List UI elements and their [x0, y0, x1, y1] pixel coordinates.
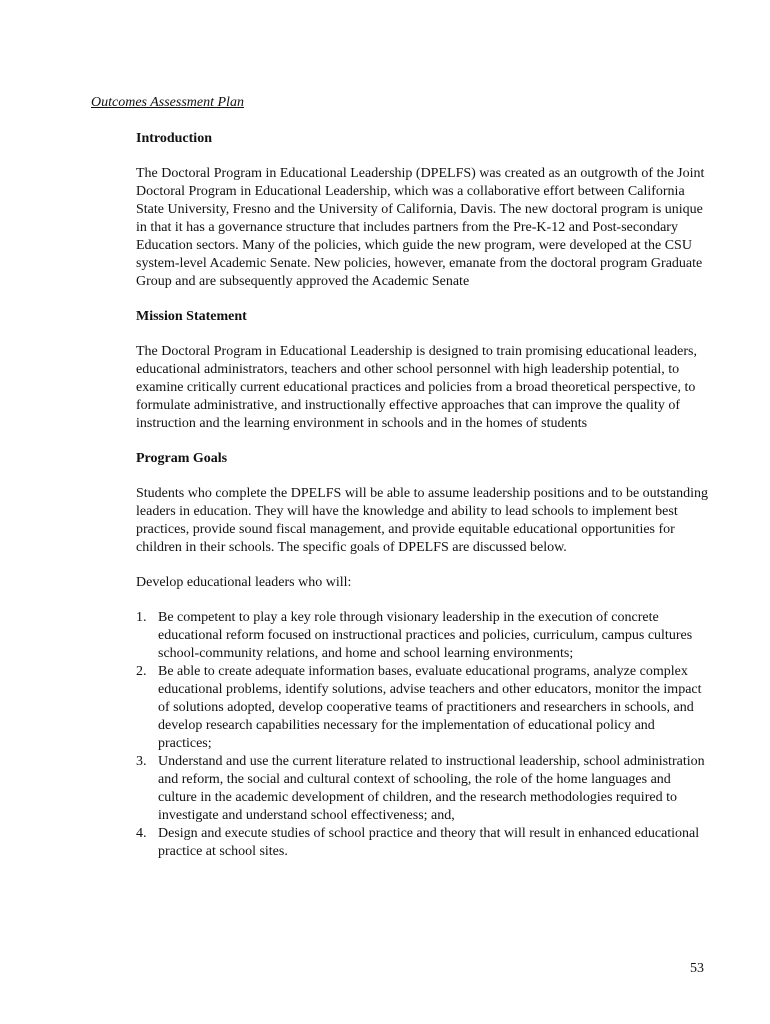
mission-heading: Mission Statement [136, 309, 247, 324]
goals-list [136, 609, 711, 861]
list-item-number: 4. [136, 826, 147, 841]
program-goals-heading: Program Goals [136, 451, 228, 466]
list-item-number: 3. [136, 754, 147, 769]
document-body [136, 130, 711, 861]
list-item [136, 663, 711, 753]
list-item-text: Be competent to play a key role through visionary leadership in the execution of concrete educational reform focused on instructional practices and policies, curriculum, campus cultures school-community relations, and home and school learning environments; [158, 610, 693, 661]
list-item [136, 609, 711, 663]
goals-lead-in: Develop educational leaders who will: [136, 575, 352, 590]
list-item [136, 753, 711, 825]
list-item-number: 2. [136, 664, 147, 679]
introduction-heading: Introduction [136, 131, 212, 146]
list-item-text: Design and execute studies of school practice and theory that will result in enhanced educational practice at school sites. [158, 826, 700, 859]
list-item-text: Understand and use the current literature related to instructional leadership, school administration and reform, the social and cultural context of schooling, the role of the home languages and culture in the academic development of children, and the research methodologies required to investigate and understand school effectiveness; and, [158, 754, 705, 823]
program-goals-paragraph: Students who complete the DPELFS will be able to assume leadership positions and to be outstanding leaders in education. They will have the knowledge and ability to lead schools to implement best practices, provide sound fiscal management, and provide equitable educational opportunities for children in their schools. The specific goals of DPELFS are discussed below. [136, 486, 708, 555]
page-number: 53 [690, 961, 704, 976]
list-item-number: 1. [136, 610, 147, 625]
page-header-title: Outcomes Assessment Plan [91, 95, 244, 110]
mission-paragraph: The Doctoral Program in Educational Leadership is designed to train promising educational leaders, educational administrators, teachers and other school personnel with high leadership potential, to examine critically current educational practices and policies from a broad theoretical perspective, to formulate administrative, and instructionally effective approaches that can improve the quality of instruction and the learning environment in schools and in the homes of students [136, 344, 697, 431]
introduction-paragraph: The Doctoral Program in Educational Leadership (DPELFS) was created as an outgrowth of the Joint Doctoral Program in Educational Leadership, which was a collaborative effort between California State University, Fresno and the University of California, Davis. The new doctoral program is unique in that it has a governance structure that includes partners from the Pre-K-12 and Post-secondary Education sectors. Many of the policies, which guide the new program, were developed at the CSU system-level Academic Senate. New policies, however, emanate from the doctoral program Graduate Group and are subsequently approved the Academic Senate [136, 166, 705, 289]
list-item [136, 825, 711, 861]
list-item-text: Be able to create adequate information bases, evaluate educational programs, analyze complex educational problems, identify solutions, advise teachers and other educators, monitor the impact of solutions adopted, develop cooperative teams of practitioners and researchers in schools, and develop research capabilities necessary for the implementation of educational policy and practices; [158, 664, 702, 751]
